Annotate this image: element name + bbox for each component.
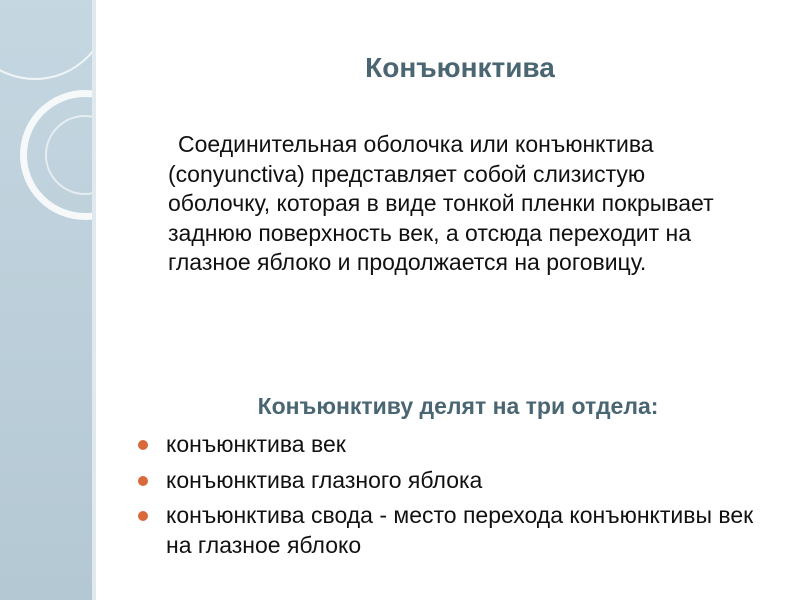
decorative-ring-icon bbox=[0, 0, 92, 80]
band-divider bbox=[92, 0, 96, 600]
bullet-icon bbox=[138, 476, 148, 486]
list-item bbox=[138, 430, 758, 460]
sections-heading: Конъюнктиву делят на три отдела: bbox=[257, 393, 659, 419]
list-item-text: конъюнктива свода - место перехода конъюнктивы век на глазное яблоко bbox=[166, 502, 754, 558]
definition-text: Соединительная оболочка или конъюнктива (conyunctiva) представляет собой слизистую оболочку, которая в виде тонкой пленки покрывает заднюю поверхность век, а отсюда переходит на глазное яблоко и продолжается на роговицу. bbox=[168, 131, 714, 275]
sections-list bbox=[138, 430, 758, 566]
bullet-icon bbox=[138, 511, 148, 521]
slide-title: Конъюнктива bbox=[365, 52, 555, 83]
decorative-side-band bbox=[0, 0, 92, 600]
bullet-icon bbox=[138, 440, 148, 450]
list-item bbox=[138, 501, 758, 560]
list-item-text: конъюнктива глазного яблока bbox=[166, 466, 483, 493]
definition-paragraph bbox=[168, 130, 748, 278]
list-item bbox=[138, 466, 758, 496]
list-item-text: конъюнктива век bbox=[166, 431, 346, 457]
